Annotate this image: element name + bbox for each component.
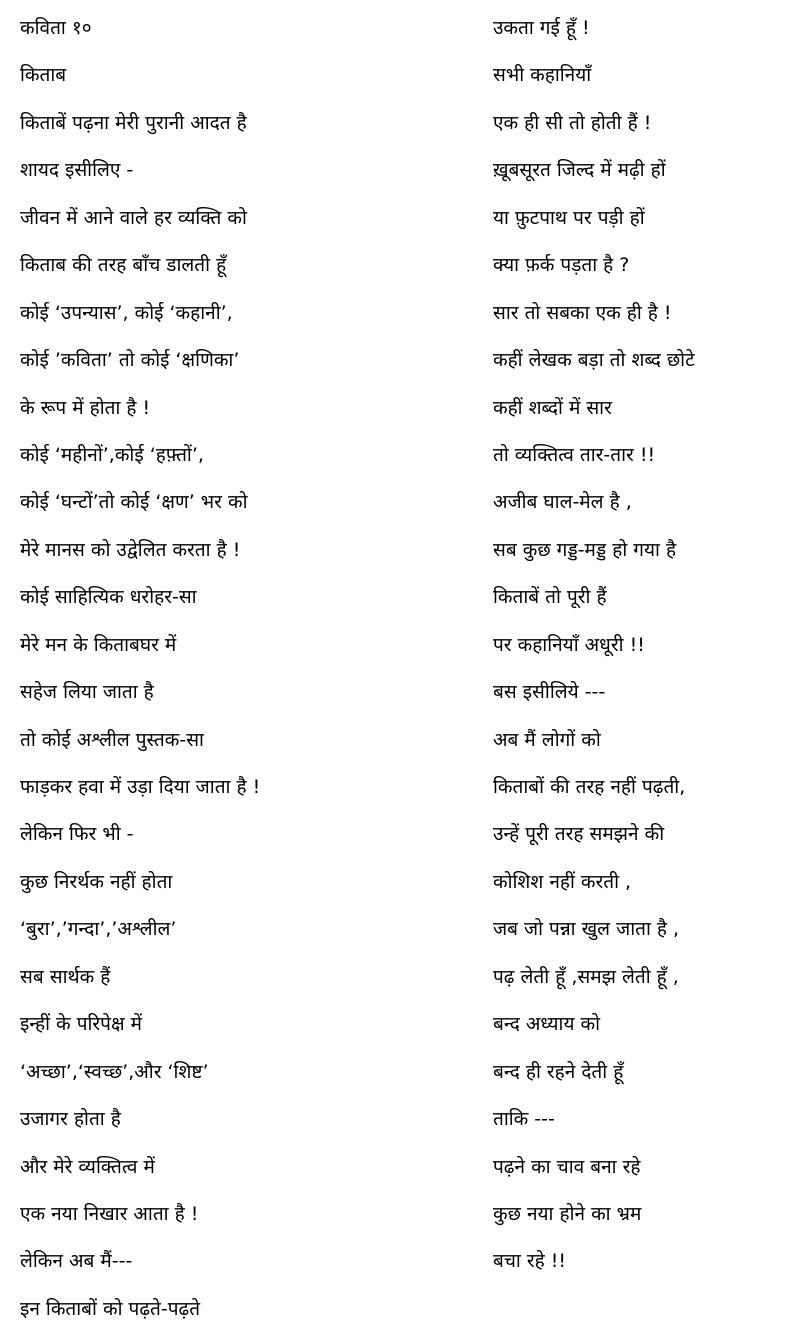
poem-title: कविता १०: [20, 17, 92, 39]
poem-line: किताबें तो पूरी हैं: [493, 586, 607, 609]
poem-line: बचा रहे !!: [493, 1250, 567, 1273]
poem-line: किताबें पढ़ना मेरी पुरानी आदत है: [20, 111, 247, 134]
poem-line: मेरे मन के किताबघर में: [20, 633, 177, 656]
poem-line: बस इसीलिये ---: [493, 681, 606, 704]
poem-line: एक नया निखार आता है !: [20, 1202, 199, 1225]
poem-line: इन किताबों को पढ़ते-पढ़ते: [20, 1297, 201, 1320]
poem-line: सब कुछ गड्ड-मड्ड हो गया है: [493, 538, 677, 561]
poem-line: एक ही सी तो होती हैं !: [493, 111, 652, 134]
poem-line: किताब की तरह बाँच डालती हूँ: [20, 254, 227, 277]
poem-line: लेकिन अब मैं---: [20, 1250, 133, 1273]
poem-line: कोई ‘उपन्यास’, कोई ‘कहानी’,: [20, 301, 233, 324]
poem-line: पढ़ने का चाव बना रहे: [493, 1155, 641, 1178]
poem-line: कोई ’कविता’ तो कोई ‘क्षणिका’: [20, 349, 240, 372]
poem-line: के रूप में होता है !: [20, 396, 151, 419]
poem-line: बन्द ही रहने देती हूँ: [493, 1060, 624, 1083]
poem-line: लेकिन फिर भी -: [20, 823, 134, 846]
poem-left-column: [20, 8, 460, 1336]
poem-line: फाड़कर हवा में उड़ा दिया जाता है !: [20, 776, 261, 798]
poem-line: सार तो सबका एक ही है !: [493, 301, 672, 324]
poem-line: सहेज लिया जाता है: [20, 681, 154, 704]
poem-line: सभी कहानियाँ: [493, 64, 592, 87]
poem-line: क्या फ़र्क पड़ता है ?: [493, 254, 630, 277]
poem-line: कोशिश नहीं करती ,: [493, 870, 632, 893]
poem-line: बन्द अध्याय को: [493, 1013, 601, 1036]
poem-line: अजीब घाल-मेल है ,: [493, 491, 632, 514]
poem-line: इन्हीं के परिपेक्ष में: [20, 1013, 142, 1036]
poem-line: कुछ निरर्थक नहीं होता: [20, 870, 173, 893]
poem-line: शायद इसीलिए -: [20, 159, 134, 182]
poem-line: कुछ नया होने का भ्रम: [493, 1202, 642, 1225]
poem-line: उजागर होता है: [20, 1108, 121, 1131]
poem-line: तो कोई अश्लील पुस्तक-सा: [20, 728, 204, 751]
poem-line: कहीं शब्दों में सार: [493, 396, 612, 419]
poem-line: ‘बुरा’,’गन्दा’,’अश्लील’: [20, 918, 177, 941]
poem-line: जीवन में आने वाले हर व्यक्ति को: [20, 206, 247, 229]
poem-line: अब मैं लोगों को: [493, 728, 601, 751]
poem-line: जब जो पन्ना खुल जाता है ,: [493, 918, 680, 941]
poem-line: ‘अच्छा’,‘स्वच्छ’,और ‘शिष्ट’: [20, 1060, 209, 1083]
poem-line: उन्हें पूरी तरह समझने की: [493, 823, 665, 846]
poem-line: पढ़ लेती हूँ ,समझ लेती हूँ ,: [493, 965, 679, 988]
poem-line: ख़ूबसूरत जिल्द में मढ़ी हों: [493, 159, 666, 182]
poem-heading: किताब: [20, 64, 67, 87]
poem-line: मेरे मानस को उद्वेलित करता है !: [20, 538, 241, 561]
poem-line: या फ़ुटपाथ पर पड़ी हों: [493, 206, 645, 229]
poem-line: किताबों की तरह नहीं पढ़ती,: [493, 776, 686, 798]
poem-line: उकता गई हूँ !: [493, 17, 590, 39]
poem-line: और मेरे व्यक्तित्व में: [20, 1155, 155, 1178]
poem-line: पर कहानियाँ अधूरी !!: [493, 633, 645, 656]
poem-line: कोई ‘महीनों’,कोई ‘हफ़्तों’,: [20, 443, 204, 466]
poem-line: ताकि ---: [493, 1108, 555, 1131]
poem-line: तो व्यक्तित्व तार-तार !!: [493, 443, 656, 466]
poem-line: सब सार्थक हैं: [20, 965, 111, 988]
poem-right-column: [493, 8, 793, 1289]
poem-line: कहीं लेखक बड़ा तो शब्द छोटे: [493, 349, 695, 372]
poem-line: कोई ‘घन्टों’तो कोई ‘क्षण’ भर को: [20, 491, 248, 514]
poem-line: कोई साहित्यिक धरोहर-सा: [20, 586, 197, 609]
